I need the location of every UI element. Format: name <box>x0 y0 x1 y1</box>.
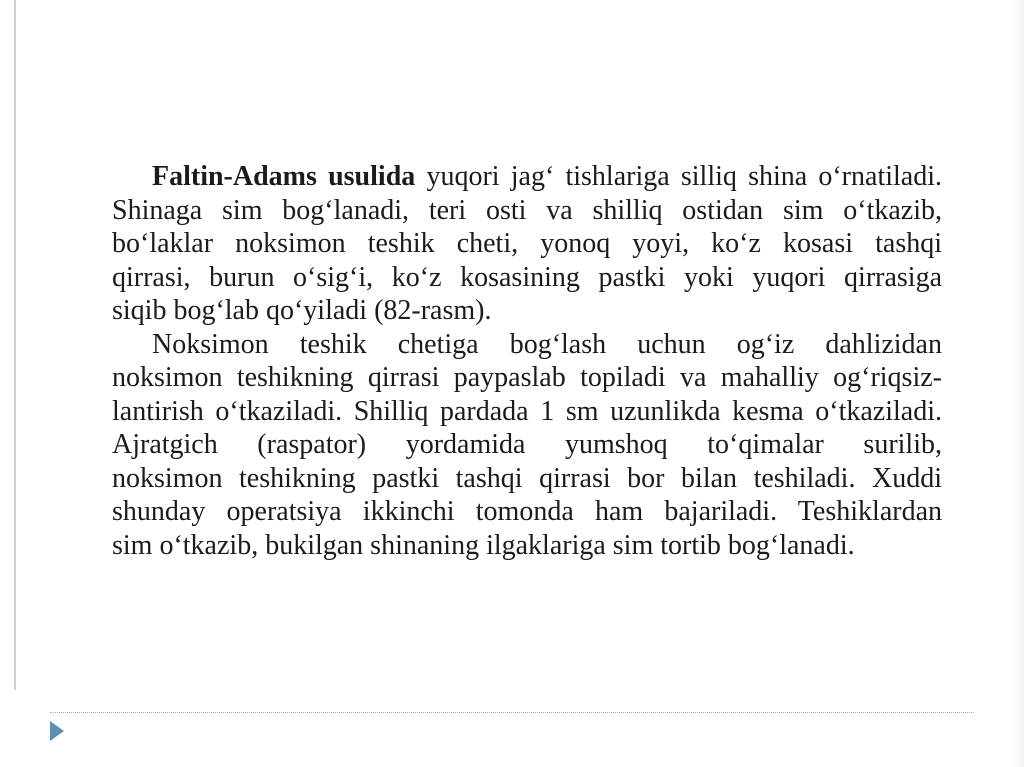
paragraph-2-line-5: noksimon teshikning pastki tashqi qirrasi bor bilan teshiladi. Xuddi <box>112 462 942 494</box>
paragraph-2-line-4: Ajratgich (raspator) yordamida yumshoq to‘qimalar surilib, <box>112 429 942 460</box>
paragraph-1-line-5: siqib bog‘lab qo‘yiladi (82-rasm). <box>112 295 492 326</box>
scan-edge-left <box>14 0 16 690</box>
paragraph-2-line-1: Noksimon teshik chetiga bog‘lash uchun og‘iz dahlizidan <box>152 328 942 360</box>
paragraph-2-line-7: sim o‘tkazib, bukilgan shinaning ilgaklariga sim tortib bog‘lanadi. <box>112 529 855 561</box>
paragraph-2-line-6: shunday operatsiya ikkinchi tomonda ham bajariladi. Teshiklardan <box>112 496 942 527</box>
paragraph-1-line-1-rest: yuqori jag‘ tishlariga silliq shina o‘rnatiladi. <box>415 161 942 192</box>
paragraph-1-line-3: bo‘laklar noksimon teshik cheti, yonoq yoyi, ko‘z kosasi tashqi <box>112 228 942 259</box>
bold-term: Faltin-Adams usulida <box>152 161 416 192</box>
paragraph-2-line-3: lantirish o‘tkaziladi. Shilliq pardada 1 sm uzunlikda kesma o‘tkaziladi. <box>112 395 942 427</box>
document-text <box>112 160 942 562</box>
paragraph-2-line-2: noksimon teshikning qirrasi paypaslab topiladi va mahalliy og‘riqsiz- <box>112 362 942 393</box>
footer-divider <box>50 712 974 713</box>
scan-edge-right <box>1014 0 1024 767</box>
paragraph-1-line-1 <box>112 160 942 194</box>
paragraph-1-line-2: Shinaga sim bog‘lanadi, teri osti va shilliq ostidan sim o‘tkazib, <box>112 194 942 226</box>
paragraph-1-line-4: qirrasi, burun o‘sig‘i, ko‘z kosasining pastki yoki yuqori qirrasiga <box>112 261 942 293</box>
triangle-right-icon[interactable] <box>50 721 64 741</box>
